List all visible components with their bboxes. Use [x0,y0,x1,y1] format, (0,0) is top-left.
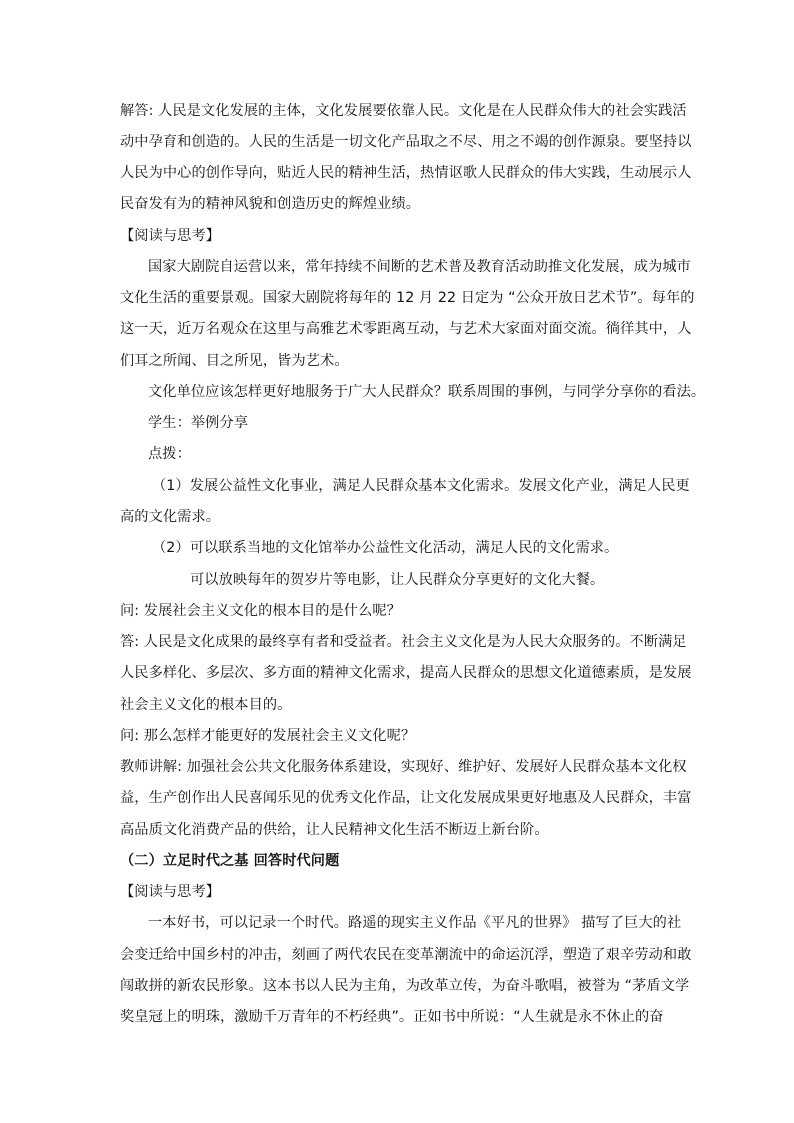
question-line: 文化单位应该怎样更好地服务于广大人民群众？联系周围的事例，与同学分享你的看法。 [148,384,706,400]
paragraph-line: 动中孕育和创造的。人民的生活是一切文化产品取之不尽、用之不竭的创作源泉。要坚持以 [120,134,692,150]
section-heading: 【阅读与思考】 [120,228,221,244]
paragraph-line: 闯敢拼的新农民形象。这本书以人民为主角，为改革立传，为奋斗歌唱，被誉为 “茅盾文学 [120,978,690,994]
paragraph-line: 益，生产创作出人民喜闻乐见的优秀文化作品，让文化发展成果更好地惠及人民群众，丰富 [120,790,692,806]
paragraph-line: 人民为中心的创作导向，贴近人民的精神生活，热情讴歌人民群众的伟大实践，生动展示人 [120,165,692,181]
list-item-line: （2）可以联系当地的文化馆举办公益性文化活动，满足人民的文化需求。 [152,540,619,556]
hint-label: 点拨： [148,446,191,462]
question-line: 问: 发展社会主义文化的根本目的是什么呢？ [120,603,401,619]
paragraph-line: 这一天，近万名观众在这里与高雅艺术零距离互动，与艺术大家面对面交流。徜徉其中，人 [120,321,692,337]
paragraph-line: 国家大剧院自运营以来，常年持续不间断的艺术普及教育活动助推文化发展，成为城市 [148,259,691,275]
paragraph-line: 可以放映每年的贺岁片等电影，让人民群众分享更好的文化大餐。 [190,572,605,588]
section-title: （二）立足时代之基 回答时代问题 [120,853,340,869]
question-line: 问: 那么怎样才能更好的发展社会主义文化呢？ [120,728,416,744]
paragraph-line: 文化生活的重要景观。国家大剧院将每年的 12 月 22 日定为 “公众开放日艺术节”。每年的 [120,290,695,306]
answer-line: 答: 人民是文化成果的最终享有者和受益者。社会主义文化是为人民大众服务的。不断满足 [120,634,687,650]
paragraph-line: 高的文化需求。 [120,509,221,525]
paragraph-line: 高品质文化消费产品的供给，让人民精神文化生活不断迈上新台阶。 [120,822,549,838]
paragraph-line: 解答: 人民是文化发展的主体，文化发展要依靠人民。文化是在人民群众伟大的社会实践活 [120,103,687,119]
paragraph-line: 们耳之所闻、目之所见，皆为艺术。 [120,353,349,369]
paragraph-line: 人民多样化、多层次、多方面的精神文化需求，提高人民群众的思想文化道德素质，是发展 [120,665,692,681]
list-item-line: （1）发展公益性文化事业，满足人民群众基本文化需求。发展文化产业，满足人民更 [152,478,690,494]
student-line: 学生：举例分享 [148,415,249,431]
section-heading: 【阅读与思考】 [120,884,221,900]
teacher-explanation-line: 教师讲解: 加强社会公共文化服务体系建设，实现好、维护好、发展好人民群众基本文化权 [120,759,687,775]
paragraph-line: 社会主义文化的根本目的。 [120,697,292,713]
paragraph-line: 民奋发有为的精神风貌和创造历史的辉煌业绩。 [120,196,421,212]
paragraph-line: 奖皇冠上的明珠，激励千万青年的不朽经典”。正如书中所说：“人生就是永不休止的奋 [120,1009,664,1025]
paragraph-line: 一本好书，可以记录一个时代。路遥的现实主义作品《平凡的世界》 描写了巨大的社 [148,915,682,931]
paragraph-line: 会变迁给中国乡村的冲击，刻画了两代农民在变革潮流中的命运沉浮，塑造了艰辛劳动和敢 [120,947,692,963]
